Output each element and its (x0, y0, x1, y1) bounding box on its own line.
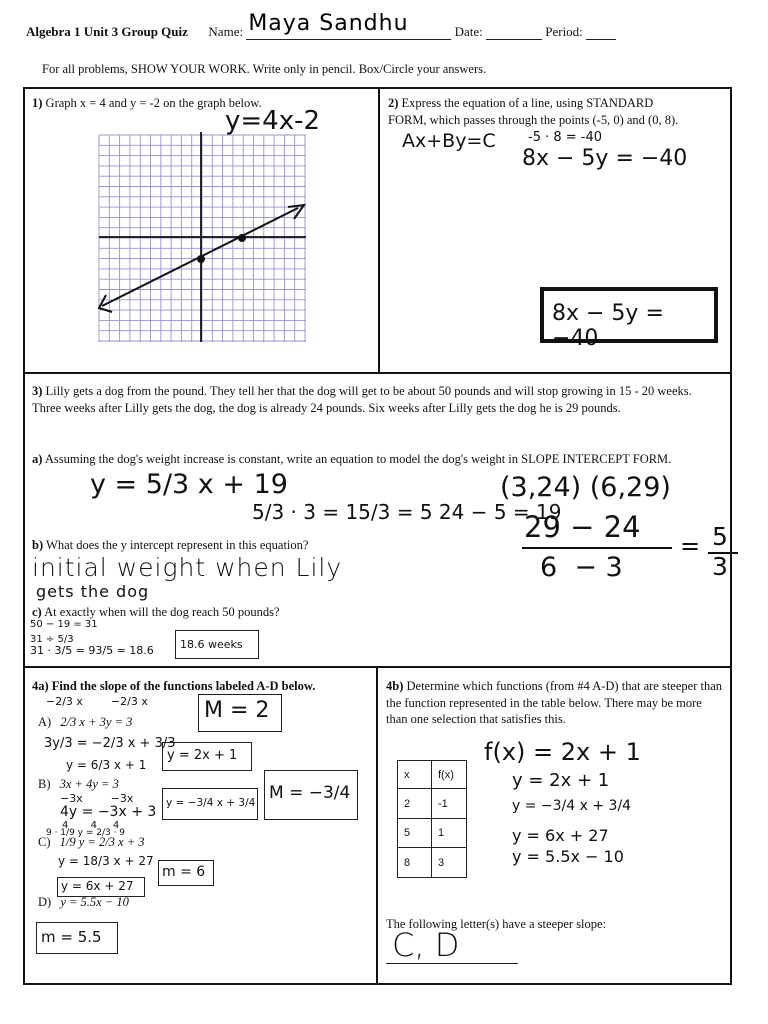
q4a-B-work2: 4y = −3x + 3 (60, 804, 157, 820)
quiz-header (26, 11, 616, 40)
q3c-work-line3: 31 · 3/5 = 93/5 = 18.6 (30, 644, 154, 657)
point-y-intercept (197, 255, 205, 263)
q1-number: 1) (32, 96, 43, 110)
q3a-points: (3,24) (6,29) (500, 472, 671, 503)
q4a-D-answer-box (36, 922, 118, 954)
divider-q4a-q4b (376, 666, 378, 985)
q2-answer-box (540, 287, 718, 351)
q3b-answer-line2: gets the dog (36, 582, 150, 601)
q4b-prompt (386, 678, 726, 728)
q4a-C-answer: m = 6 (162, 864, 206, 880)
q3b-prompt-text: What does the y intercept represent in this equation? (46, 538, 309, 552)
instructions: For all problems, SHOW YOUR WORK. Write only in pencil. Box/Circle your answers. (42, 62, 487, 76)
period-label: Period: (545, 24, 583, 39)
q4a-C-equation: 1/9 y = 2/3 x + 3 (59, 835, 145, 849)
name-field[interactable] (246, 11, 451, 40)
q4a-A (38, 714, 132, 731)
q4b-list-1: y = 2x + 1 (512, 770, 610, 791)
date-field[interactable] (486, 25, 542, 40)
q1-coordinate-grid (94, 130, 314, 346)
q3-prompt (32, 383, 722, 416)
q3a-fraction-bar (522, 547, 672, 549)
q4a-A-work1: 3y/3 = −2/3 x + 3/3 (44, 736, 176, 751)
q4a-C-answer-box (158, 860, 214, 886)
q4a-B-work1: −3x −3x (60, 792, 134, 805)
q4a-A-work2: y = 6/3 x + 1 (66, 758, 147, 772)
q2-prompt-line2: FORM, which passes through the points (-5, 0) and (0, 8). (388, 112, 679, 127)
q3a-prompt-text: Assuming the dog's weight increase is constant, write an equation to model the dog's weight in SLOPE INTERCEPT FORM. (44, 452, 672, 466)
q3a-intercept-work: 5/3 · 3 = 15/3 = 5 24 − 5 = 19 (252, 500, 562, 524)
q4a-A-boxed-text: y = 2x + 1 (167, 748, 238, 763)
q4a-B-answer-box (264, 770, 358, 820)
q4b-prompt-text: Determine which functions (from #4 A-D) that are steeper than the function represented in the table below. There may be more than one selection that satisfies this. (386, 679, 723, 726)
q3c-label: c) (32, 605, 42, 619)
q4a-B-boxed-text: y = −3/4 x + 3/4 (166, 797, 256, 809)
q2-answer: 8x − 5y = −40 (552, 301, 664, 351)
q4a-A-equation: 2/3 x + 3y = 3 (60, 715, 133, 729)
q3b-prompt (32, 537, 308, 554)
q3b-answer-line1: initial weight when Lily (32, 553, 343, 582)
q3-prompt-text: Lilly gets a dog from the pound. They tell her that the dog will get to be about 50 pounds and will stop growing in 15 - 20 weeks. Three weeks after Lilly gets the dog, the dog is already 24 pounds. Six weeks after Lilly gets the dog he is 29 pounds. (32, 384, 692, 415)
table-cell: 2 (397, 789, 432, 819)
q3a-answer: y = 5/3 x + 19 (90, 469, 288, 500)
q4a-C-work1: 9 · 1/9 y = 2/3 · 9 (46, 828, 126, 838)
q4b-steeper-label: The following letter(s) have a steeper slope: (386, 917, 607, 931)
date-label: Date: (454, 24, 483, 39)
q4a-prompt (32, 678, 315, 695)
q4a-C-label: C) (38, 835, 51, 849)
q4a-B-equation: 3x + 4y = 3 (59, 777, 119, 791)
table-cell: 5 (397, 819, 432, 848)
q4b-list-4: y = 5.5x − 10 (512, 847, 624, 866)
q3a-slope-numerator: 29 − 24 (524, 510, 641, 544)
q3a-slope-equals: = (680, 532, 701, 560)
q2-number: 2) (388, 96, 399, 110)
q3-number: 3) (32, 384, 43, 398)
q4a-B (38, 776, 119, 793)
student-name: Maya Sandhu (248, 11, 409, 36)
q3c-prompt-text: At exactly when will the dog reach 50 pounds? (44, 605, 280, 619)
q2-work: 8x − 5y = −40 (522, 146, 688, 171)
quiz-title: Algebra 1 Unit 3 Group Quiz (26, 24, 188, 39)
q4a-D-equation: y = 5.5x − 10 (60, 895, 129, 909)
divider-row1 (23, 372, 732, 374)
q4b-list-2: y = −3/4 x + 3/4 (512, 798, 632, 814)
q4a-C-work2: y = 18/3 x + 27 (58, 854, 154, 868)
q4a-top-work: −2/3 x −2/3 x (46, 695, 148, 708)
name-label: Name: (208, 24, 244, 39)
q3a-label: a) (32, 452, 43, 466)
q4a-B-boxed-equation (162, 788, 258, 820)
q4a-B-label: B) (38, 777, 51, 791)
q2-prompt (388, 95, 728, 128)
q4a-B-work3: 4 4 4 (62, 820, 120, 831)
q4a-number: 4a) (32, 679, 49, 693)
table-cell: -1 (432, 789, 467, 819)
q3a-slope-result-num: 5 (712, 522, 728, 551)
q4a-D-answer: m = 5.5 (41, 928, 102, 946)
table-cell: 8 (397, 848, 432, 878)
table-header-x: x (397, 760, 432, 789)
q4b-table (397, 760, 467, 878)
q3c-answer: 18.6 weeks (180, 638, 243, 651)
q3c-work-line1: 50 − 19 = 31 (30, 619, 98, 630)
period-field[interactable] (586, 25, 616, 40)
q4b-number: 4b) (386, 679, 404, 693)
q1-prompt-text: Graph x = 4 and y = -2 on the graph below. (45, 96, 262, 110)
q4a-B-answer: M = −3/4 (269, 783, 351, 803)
q4a-prompt-text: Find the slope of the functions labeled A-D below. (51, 679, 316, 693)
q3c-answer-box (175, 630, 259, 659)
q3a-slope-denominator: 6 − 3 (540, 552, 623, 583)
q4b-function: f(x) = 2x + 1 (484, 738, 641, 766)
q4a-A-boxed-equation (162, 742, 252, 771)
q2-prompt-line1: Express the equation of a line, using STANDARD (401, 96, 654, 110)
table-cell: 3 (432, 848, 467, 878)
point-x-intercept (238, 234, 246, 242)
q4a-D-label: D) (38, 895, 52, 909)
q4a-D (38, 894, 129, 911)
q3a-slope-result-den: 3 (712, 552, 728, 581)
q4a-A-answer: M = 2 (204, 698, 270, 723)
q3c-work-line2: 31 ÷ 5/3 (30, 634, 74, 645)
q3a-prompt (32, 451, 722, 468)
divider-q1-q2 (378, 87, 380, 374)
q4b-list-3: y = 6x + 27 (512, 826, 609, 845)
table-header-fx: f(x) (432, 760, 467, 789)
q4a-A-answer-box (198, 694, 282, 732)
q2-calc: -5 · 8 = -40 (528, 130, 603, 145)
q4a-A-label: A) (38, 715, 52, 729)
table-cell: 1 (432, 819, 467, 848)
q1-handwritten-equation: y=4x-2 (225, 106, 321, 136)
q4a-C-boxed-text: y = 6x + 27 (61, 879, 134, 893)
q3b-label: b) (32, 538, 44, 552)
q4b-answer: C, D (392, 926, 460, 964)
q2-form: Ax+By=C (402, 130, 496, 152)
